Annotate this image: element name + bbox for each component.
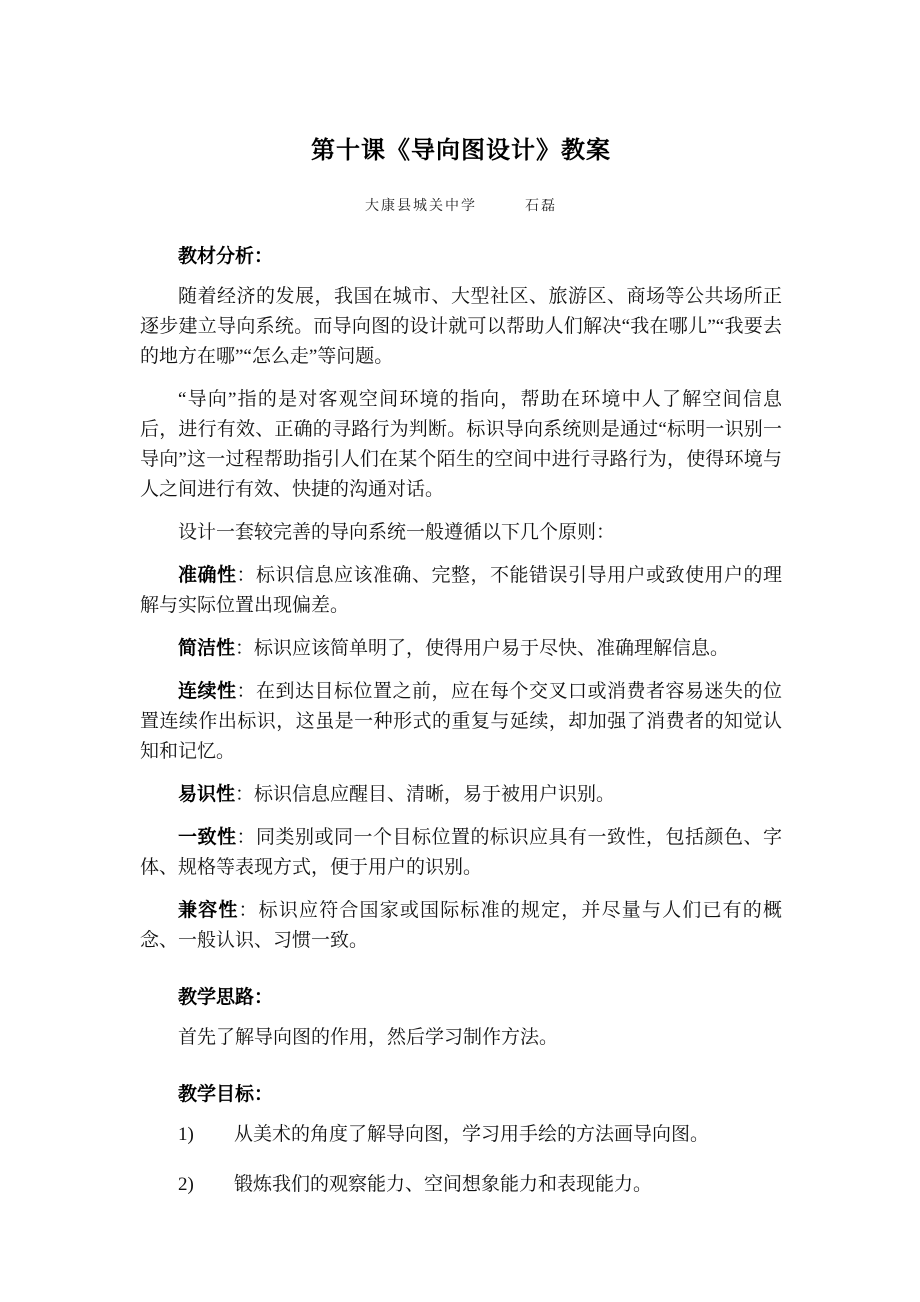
principle-label: 准确性	[178, 565, 237, 586]
paragraph-guide-definition: “导向”指的是对客观空间环境的指向，帮助在环境中人了解空间信息后，进行有效、正确的寻路行为判断。标识导向系统则是通过“标明一识别一导向”这一过程帮助指引人们在某个陌生的空间中进行寻路行为，使得环境与人之间进行有效、快捷的沟通对话。	[140, 389, 782, 500]
principle-text: ：标识应该简单明了，使得用户易于尽快、准确理解信息。	[235, 638, 730, 659]
paragraph-principle-compatibility	[140, 896, 782, 956]
section-heading-teaching-approach: 教学思路：	[178, 987, 274, 1008]
list-item-number: 1)	[178, 1124, 194, 1145]
principle-label: 兼容性	[178, 900, 239, 921]
list-item-text: 从美术的角度了解导向图，学习用手绘的方法画导向图。	[234, 1124, 710, 1145]
paragraph-intro: 随着经济的发展，我国在城市、大型社区、旅游区、商场等公共场所正逐步建立导向系统。而导向图的设计就可以帮助人们解决“我在哪儿”“我要去的地方在哪”“怎么走”等问题。	[140, 286, 782, 367]
principle-text: ：标识信息应该准确、完整，不能错误引导用户或致使用户的理解与实际位置出现偏差。	[140, 565, 782, 616]
paragraph-teaching-approach: 首先了解导向图的作用，然后学习制作方法。	[178, 1027, 559, 1048]
byline: 大康县城关中学 石磊	[365, 199, 557, 214]
principle-text: ：标识信息应醒目、清晰，易于被用户识别。	[235, 784, 616, 805]
principle-text: ：同类别或同一个目标位置的标识应具有一致性，包括颜色、字体、规格等表现方式，便于用户的识别。	[140, 827, 782, 878]
section-heading-teaching-goals: 教学目标：	[178, 1084, 274, 1105]
principle-label: 一致性	[178, 827, 237, 848]
principle-label: 连续性	[178, 681, 237, 702]
paragraph-principle-recognizability	[140, 780, 782, 810]
principle-label: 简洁性	[178, 638, 236, 659]
principle-text: ：标识应符合国家或国际标准的规定，并尽量与人们已有的概念、一般认识、习惯一致。	[140, 900, 782, 951]
principle-text: ：在到达目标位置之前，应在每个交叉口或消费者容易迷失的位置连续作出标识，这虽是一种形式的重复与延续，却加强了消费者的知觉认知和记忆。	[140, 681, 782, 762]
paragraph-principle-consistency	[140, 823, 782, 883]
principle-label: 易识性	[178, 784, 236, 805]
paragraph-principle-accuracy	[140, 561, 782, 621]
document-title: 第十课《导向图设计》教案	[311, 138, 611, 164]
section-heading-material-analysis: 教材分析：	[178, 246, 274, 267]
list-item-number: 2)	[178, 1174, 194, 1195]
paragraph-principles-intro: 设计一套较完善的导向系统一般遵循以下几个原则：	[178, 522, 616, 543]
list-item-text: 锻炼我们的观察能力、空间想象能力和表现能力。	[234, 1174, 653, 1195]
list-item-goal-2	[140, 1170, 782, 1200]
paragraph-principle-continuity	[140, 677, 782, 767]
paragraph-principle-conciseness	[140, 634, 782, 664]
list-item-goal-1	[140, 1120, 782, 1150]
